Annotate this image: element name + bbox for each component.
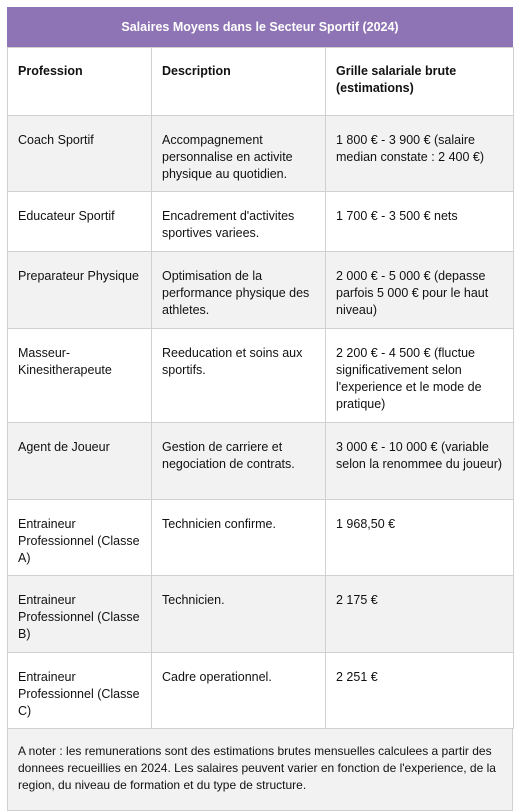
description-cell: Optimisation de la performance physique des athletes. [152,252,326,329]
profession-cell: Coach Sportif [8,116,152,192]
salary-cell: 2 000 € - 5 000 € (depasse parfois 5 000 € pour le haut niveau) [326,252,514,329]
table-title: Salaires Moyens dans le Secteur Sportif (2024) [7,7,513,47]
salary-cell: 2 200 € - 4 500 € (fluctue significativement selon l'experience et le mode de pratique) [326,329,514,423]
header-description: Description [152,48,326,116]
description-cell: Cadre operationnel. [152,653,326,729]
description-cell: Accompagnement personnalise en activite physique au quotidien. [152,116,326,192]
table-row [8,423,514,500]
description-cell: Technicien. [152,576,326,653]
profession-cell: Educateur Sportif [8,192,152,252]
header-salary: Grille salariale brute (estimations) [326,48,514,116]
profession-cell: Entraineur Professionnel (Classe C) [8,653,152,729]
table-row [8,252,514,329]
description-cell: Encadrement d'activites sportives variees. [152,192,326,252]
salary-cell: 1 800 € - 3 900 € (salaire median constate : 2 400 €) [326,116,514,192]
table-row [8,500,514,576]
profession-cell: Entraineur Professionnel (Classe B) [8,576,152,653]
description-cell: Gestion de carriere et negociation de contrats. [152,423,326,500]
header-profession: Profession [8,48,152,116]
description-cell: Technicien confirme. [152,500,326,576]
profession-cell: Entraineur Professionnel (Classe A) [8,500,152,576]
salary-cell: 3 000 € - 10 000 € (variable selon la renommee du joueur) [326,423,514,500]
salary-cell: 1 968,50 € [326,500,514,576]
profession-cell: Masseur-Kinesitherapeute [8,329,152,423]
table-row [8,653,514,729]
salary-table [7,47,514,729]
salary-cell: 2 175 € [326,576,514,653]
salary-cell: 2 251 € [326,653,514,729]
table-row [8,192,514,252]
salary-cell: 1 700 € - 3 500 € nets [326,192,514,252]
description-cell: Reeducation et soins aux sportifs. [152,329,326,423]
table-row [8,116,514,192]
salary-table-card [7,7,513,811]
table-row [8,329,514,423]
profession-cell: Preparateur Physique [8,252,152,329]
table-header-row [8,48,514,116]
table-row [8,576,514,653]
table-footnote: A noter : les remunerations sont des estimations brutes mensuelles calculees a partir des donnees recueillies en 2024. Les salaires peuvent varier en fonction de l'experience, de la region, du niveau de formation et du type de structure. [7,729,513,811]
profession-cell: Agent de Joueur [8,423,152,500]
